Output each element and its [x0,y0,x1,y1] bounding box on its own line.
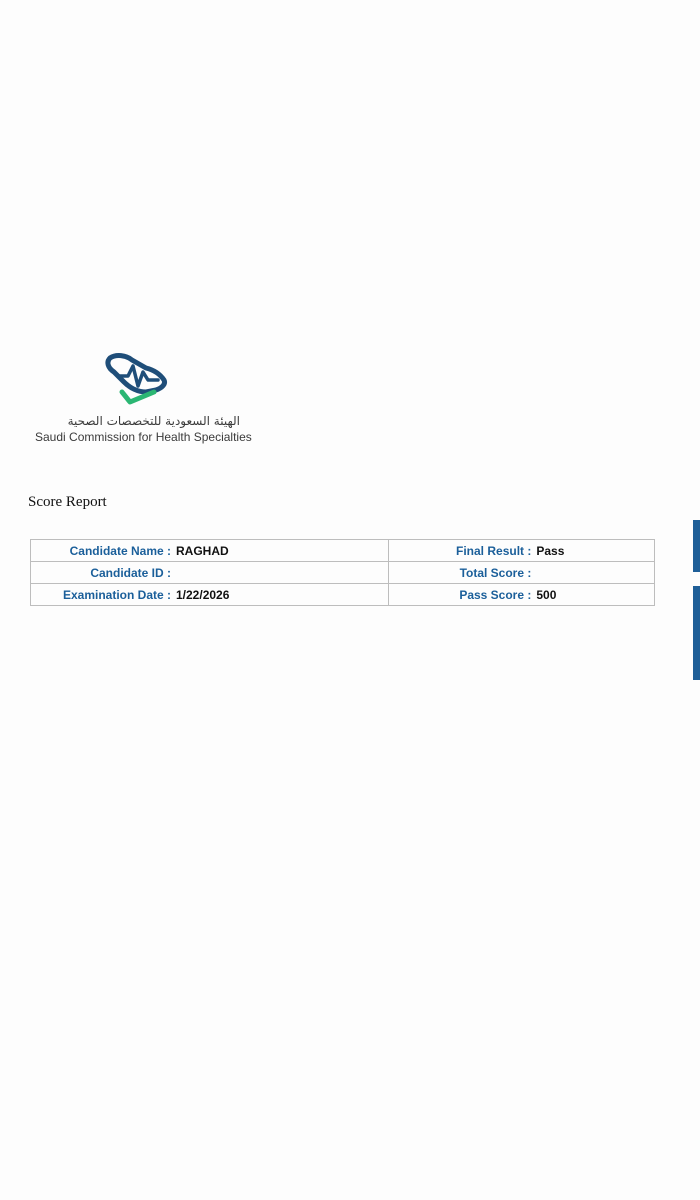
final-result-cell [389,540,655,562]
saudi-map-heartbeat-icon [102,352,174,414]
candidate-id-label: Candidate ID : [90,565,171,580]
table-row [31,584,655,606]
examination-date-cell [31,584,389,606]
pass-score-label: Pass Score : [459,587,532,602]
edge-decoration-bar [693,520,700,572]
table-row [31,540,655,562]
final-result-label: Final Result : [456,543,532,558]
candidate-name-cell [31,540,389,562]
final-result-value: Pass [536,543,565,558]
total-score-label: Total Score : [459,565,532,580]
report-title: Score Report [28,494,107,510]
organization-name-arabic: الهيئة السعودية للتخصصات الصحية [67,414,240,428]
organization-name-english: Saudi Commission for Health Specialties [35,430,252,444]
candidate-name-label: Candidate Name : [69,543,171,558]
table-row [31,562,655,584]
pass-score-cell [389,584,655,606]
edge-decoration-bar [693,586,700,680]
candidate-name-value: RAGHAD [176,543,229,558]
examination-date-label: Examination Date : [62,587,171,602]
total-score-cell [389,562,655,584]
candidate-id-cell [31,562,389,584]
pass-score-value: 500 [536,587,557,602]
examination-date-value: 1/22/2026 [176,587,230,602]
score-results-table [30,539,655,606]
